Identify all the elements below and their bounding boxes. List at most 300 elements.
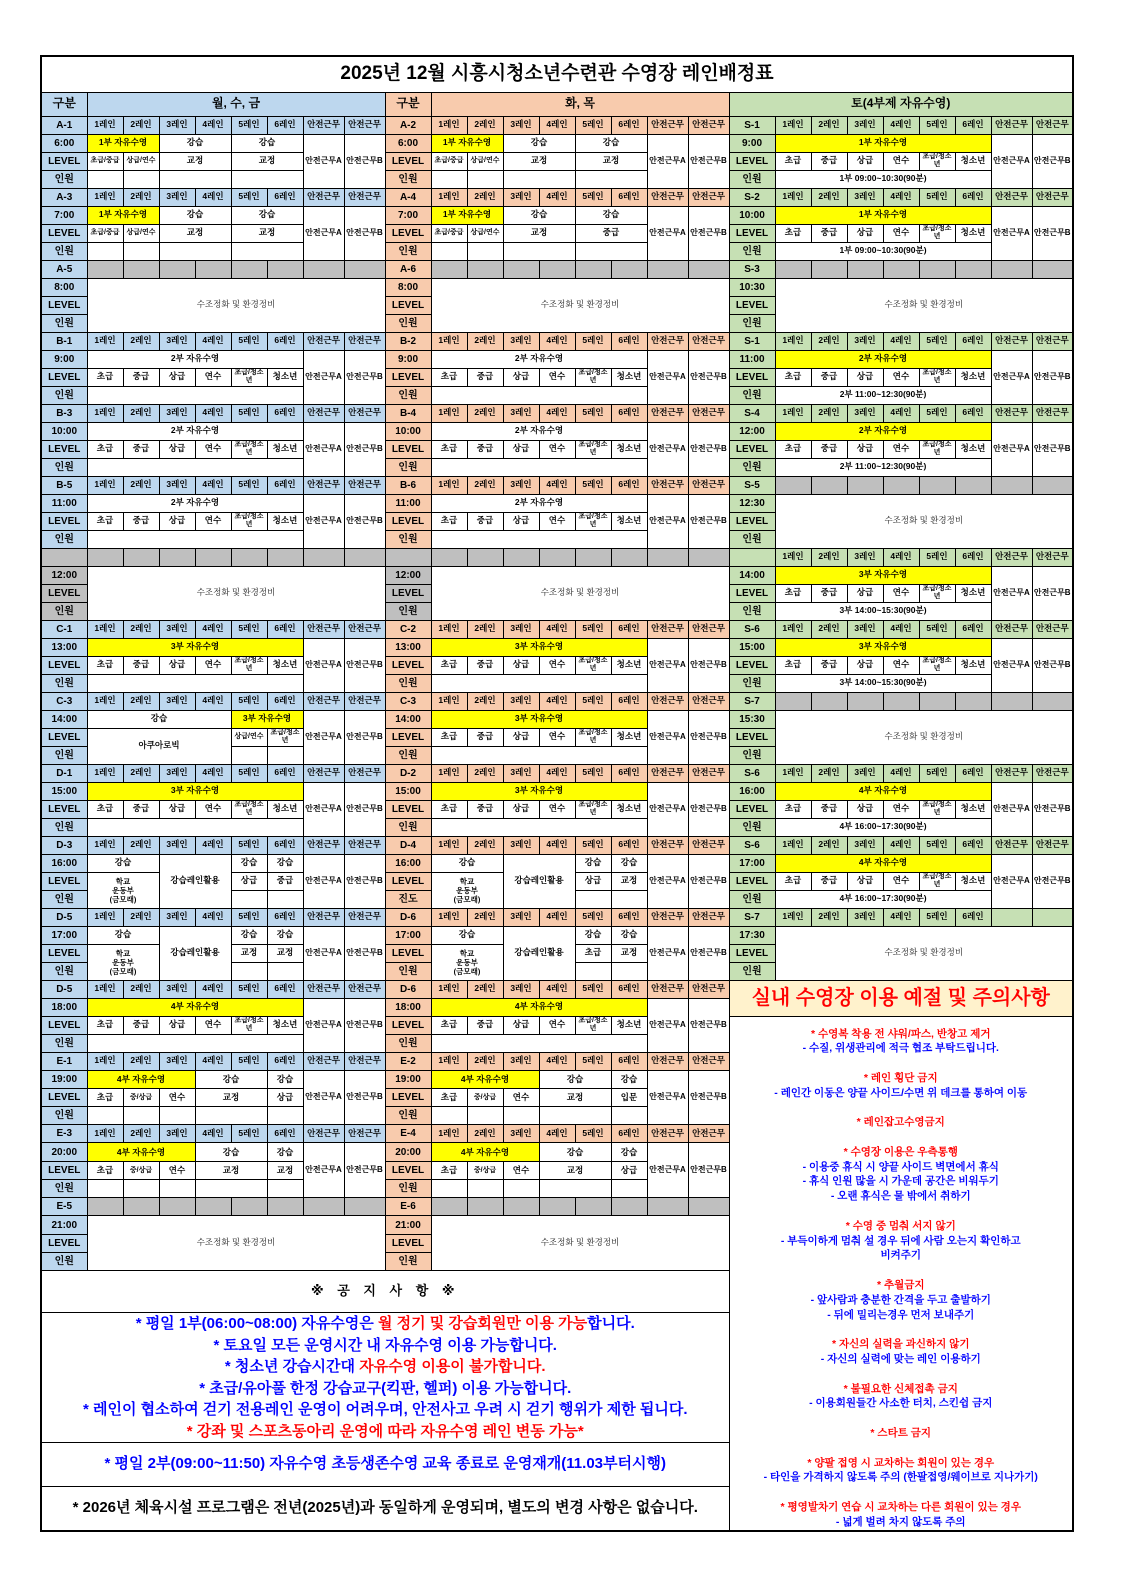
block-id: D-3	[41, 836, 87, 854]
row-label: 17:00	[729, 854, 775, 872]
schedule-cell	[87, 242, 123, 260]
row-label: 19:00	[41, 1070, 87, 1089]
row-label: LEVEL	[729, 728, 775, 746]
lane-header: 5레인	[919, 836, 955, 854]
lane-header: 안전근무	[647, 980, 688, 998]
row-label: 인원	[385, 1034, 431, 1052]
lane-header: 6레인	[955, 116, 991, 134]
lane-header: 안전근무	[303, 1052, 344, 1070]
lane-assignment-sheet	[40, 55, 1074, 1532]
lane-header: 1레인	[775, 908, 811, 926]
schedule-cell	[123, 260, 159, 278]
schedule-cell	[159, 1180, 195, 1198]
notice-text-segment: * 평일 2부(09:00~11:50) 자유수영 초등생존수영 교육 종료로 운영재개(11.03부터시행)	[104, 1455, 666, 1473]
row-label: 인원	[385, 530, 431, 548]
lane-header: 안전근무	[344, 404, 385, 422]
schedule-cell: 초급/청소년	[575, 800, 611, 818]
schedule-cell: 초급/청소년	[919, 800, 955, 818]
row-label: 17:30	[729, 926, 775, 944]
schedule-cell: 초급/청소년	[575, 728, 611, 746]
lane-header: 안전근무	[991, 764, 1032, 782]
row-label: 인원	[41, 1253, 87, 1271]
lane-header: 6레인	[611, 692, 647, 710]
lane-header: 5레인	[919, 332, 955, 350]
schedule-cell	[811, 692, 847, 710]
schedule-cell: 연수	[883, 368, 919, 386]
session-time-note: 3부 14:00~15:30(90분)	[775, 674, 991, 692]
lane-header: 3레인	[847, 188, 883, 206]
safety-duty-cell: 안전근무A	[647, 854, 688, 908]
row-label: 12:00	[385, 566, 431, 584]
lane-header: 안전근무	[991, 548, 1032, 566]
schedule-cell: 상급	[159, 368, 195, 386]
schedule-cell: 상급	[159, 440, 195, 458]
block-id: A-2	[385, 116, 431, 134]
schedule-cell: 중급	[467, 512, 503, 530]
lane-header: 안전근무	[647, 908, 688, 926]
row-label: 16:00	[41, 854, 87, 872]
lane-header: 4레인	[195, 404, 231, 422]
schedule-cell: 초급/청소년	[575, 440, 611, 458]
safety-duty-cell: 안전근무B	[344, 998, 385, 1052]
schedule-cell: 교정	[539, 1162, 611, 1180]
schedule-cell: 상급	[159, 512, 195, 530]
lane-header: 2레인	[123, 1052, 159, 1070]
row-label: LEVEL	[41, 224, 87, 242]
cleaning-cell: 수조정화 및 환경정비	[775, 926, 1073, 980]
schedule-cell	[539, 548, 575, 566]
schedule-cell: 청소년	[267, 656, 303, 674]
lane-header: 1레인	[87, 620, 123, 638]
safety-duty-cell: 안전근무B	[344, 494, 385, 548]
schedule-cell: 초급/청소년	[919, 872, 955, 890]
schedule-cell	[991, 692, 1032, 710]
schedule-cell	[955, 260, 991, 278]
schedule-cell	[503, 1198, 539, 1216]
lane-header: 6레인	[267, 404, 303, 422]
lane-header: 3레인	[847, 404, 883, 422]
row-label: 인원	[41, 530, 87, 548]
schedule-cell	[503, 242, 575, 260]
schedule-cell: 초급	[775, 224, 811, 242]
schedule-cell	[231, 260, 267, 278]
block-id: E-4	[385, 1125, 431, 1143]
lane-header: 6레인	[955, 548, 991, 566]
lane-header: 5레인	[231, 188, 267, 206]
lane-header: 2레인	[811, 908, 847, 926]
schedule-cell: 교정	[611, 944, 647, 962]
group-saturday: 토(4부제 자유수영)	[729, 92, 1073, 116]
schedule-cell: 초급/청소년	[231, 440, 267, 458]
school-team-cell: 학교 운동부 (금모래)	[87, 944, 159, 980]
block-id: B-6	[385, 476, 431, 494]
schedule-cell	[431, 170, 467, 188]
row-label: LEVEL	[385, 296, 431, 314]
schedule-cell	[123, 1107, 159, 1125]
schedule-cell: 중급	[467, 368, 503, 386]
lane-header: 안전근무	[688, 404, 729, 422]
schedule-cell: 초급	[775, 584, 811, 602]
lane-header: 6레인	[611, 980, 647, 998]
schedule-cell: 초급	[87, 800, 123, 818]
schedule-cell	[431, 746, 647, 764]
block-id: B-5	[41, 476, 87, 494]
row-label: LEVEL	[729, 368, 775, 386]
schedule-cell: 초급/청소년	[267, 728, 303, 746]
schedule-cell: 강습	[431, 854, 503, 872]
schedule-cell: 초급	[775, 368, 811, 386]
lane-header: 안전근무	[344, 116, 385, 134]
lane-header: 3레인	[503, 476, 539, 494]
schedule-cell: 청소년	[267, 368, 303, 386]
schedule-cell	[431, 674, 647, 692]
notice-text-segment: * 자신의 실력을 과신하지 않기	[832, 1338, 970, 1351]
schedule-cell: 상급	[231, 872, 267, 890]
notice-text-segment: - 부득이하게 멈춰 설 경우 뒤에 사람 오는지 확인하고	[780, 1234, 1021, 1247]
schedule-cell	[231, 890, 267, 908]
lane-header: 5레인	[919, 620, 955, 638]
schedule-cell: 초급/청소년	[919, 656, 955, 674]
schedule-cell: 1부 자유수영	[87, 206, 159, 224]
schedule-cell: 3부 자유수영	[431, 710, 647, 728]
lane-header: 6레인	[611, 404, 647, 422]
schedule-cell: 입문	[611, 1089, 647, 1107]
lane-header: 6레인	[267, 1052, 303, 1070]
schedule-cell: 강습	[195, 1070, 267, 1089]
lane-header: 4레인	[883, 908, 919, 926]
schedule-cell	[575, 260, 611, 278]
schedule-cell	[195, 1180, 267, 1198]
schedule-cell: 초급	[775, 656, 811, 674]
row-label: LEVEL	[385, 224, 431, 242]
lane-header: 2레인	[467, 404, 503, 422]
day-group-header: 구분	[41, 92, 87, 116]
lane-header: 6레인	[611, 1052, 647, 1070]
schedule-cell: 초급	[87, 1162, 123, 1180]
schedule-cell: 중급	[811, 440, 847, 458]
lane-header: 4레인	[539, 332, 575, 350]
schedule-cell	[611, 1198, 647, 1216]
lane-header: 3레인	[159, 764, 195, 782]
schedule-cell	[647, 1198, 688, 1216]
lane-header: 4레인	[539, 692, 575, 710]
cleaning-cell: 수조정화 및 환경정비	[87, 278, 385, 332]
schedule-cell: 연수	[159, 1162, 195, 1180]
lane-header: 1레인	[775, 548, 811, 566]
lane-header: 3레인	[159, 692, 195, 710]
schedule-cell	[159, 170, 231, 188]
cleaning-cell: 수조정화 및 환경정비	[431, 278, 729, 332]
lane-header: 5레인	[919, 764, 955, 782]
schedule-cell	[467, 260, 503, 278]
schedule-cell	[123, 170, 159, 188]
safety-duty-cell: 안전근무B	[688, 638, 729, 692]
schedule-cell	[647, 548, 688, 566]
schedule-cell: 초급	[87, 1016, 123, 1034]
row-label: LEVEL	[41, 584, 87, 602]
lane-header: 6레인	[611, 476, 647, 494]
lane-header: 6레인	[611, 116, 647, 134]
lane-header: 2레인	[467, 836, 503, 854]
row-label: 8:00	[41, 278, 87, 296]
lane-header: 3레인	[847, 332, 883, 350]
safety-duty-cell: 안전근무A	[991, 854, 1032, 908]
schedule-cell: 교정	[159, 152, 231, 170]
schedule-cell: 중급	[811, 152, 847, 170]
safety-duty-cell: 안전근무A	[303, 422, 344, 476]
cleaning-cell: 수조정화 및 환경정비	[775, 710, 1073, 764]
row-label: LEVEL	[729, 800, 775, 818]
row-label: 인원	[729, 674, 775, 692]
lane-header: 안전근무	[647, 116, 688, 134]
lane-header: 3레인	[159, 1125, 195, 1143]
lane-header: 6레인	[955, 908, 991, 926]
schedule-cell	[919, 260, 955, 278]
lane-header: 5레인	[575, 908, 611, 926]
safety-duty-cell: 안전근무A	[303, 1143, 344, 1198]
lane-header: 5레인	[231, 692, 267, 710]
school-team-cell: 학교 운동부 (금모래)	[87, 872, 159, 908]
block-id: A-5	[41, 260, 87, 278]
schedule-cell	[303, 548, 344, 566]
schedule-cell: 중급	[267, 872, 303, 890]
lane-header: 5레인	[231, 764, 267, 782]
schedule-cell: 중급	[467, 800, 503, 818]
row-label: 인원	[385, 242, 431, 260]
schedule-cell: 초급/청소년	[231, 512, 267, 530]
safety-duty-cell: 안전근무B	[344, 422, 385, 476]
notice-text-segment: * 불필요한 신체접촉 금지	[843, 1382, 958, 1395]
lane-header: 3레인	[503, 908, 539, 926]
notice-text-segment: - 뒤에 밀리는경우 먼저 보내주기	[827, 1308, 975, 1321]
lane-header: 1레인	[87, 188, 123, 206]
schedule-cell: 초급/중급	[431, 224, 467, 242]
lane-header: 2레인	[467, 908, 503, 926]
schedule-cell: 초급	[431, 1162, 467, 1180]
schedule-cell: 4부 자유수영	[775, 854, 991, 872]
safety-duty-cell: 안전근무B	[344, 710, 385, 764]
safety-duty-cell: 안전근무B	[688, 1070, 729, 1125]
schedule-cell: 3부 자유수영	[87, 782, 303, 800]
schedule-cell: 초급	[775, 872, 811, 890]
row-label: 인원	[729, 962, 775, 980]
schedule-cell: 초급	[87, 440, 123, 458]
schedule-cell: 교정	[195, 1162, 267, 1180]
schedule-cell	[575, 548, 611, 566]
lane-header: 3레인	[503, 836, 539, 854]
row-label: LEVEL	[385, 800, 431, 818]
lane-header: 2레인	[467, 692, 503, 710]
lane-header: 2레인	[123, 188, 159, 206]
schedule-cell: 1부 자유수영	[775, 206, 991, 224]
safety-duty-cell: 안전근무A	[647, 422, 688, 476]
row-label: 인원	[729, 818, 775, 836]
safety-duty-cell: 안전근무A	[991, 782, 1032, 836]
schedule-cell: 초급/중급	[431, 152, 467, 170]
schedule-cell: 상급	[611, 1162, 647, 1180]
schedule-cell	[123, 1198, 159, 1216]
schedule-cell: 중급	[467, 728, 503, 746]
schedule-cell: 초급/청소년	[919, 224, 955, 242]
lane-header: 2레인	[811, 764, 847, 782]
notice-text-segment: - 레인간 이동은 양끝 사이드/수면 위 데크를 통하여 이동	[774, 1086, 1028, 1099]
schedule-cell	[195, 260, 231, 278]
schedule-cell	[811, 260, 847, 278]
notice-text-segment: 합니다.	[587, 1315, 635, 1333]
lane-header: 4레인	[195, 980, 231, 998]
row-label: 15:00	[385, 782, 431, 800]
lane-header: 안전근무	[303, 116, 344, 134]
row-label: 10:00	[385, 422, 431, 440]
schedule-cell: 3부 자유수영	[775, 566, 991, 584]
schedule-cell	[775, 476, 811, 494]
schedule-cell: 연수	[883, 152, 919, 170]
notice-text-segment: 월 정기 및 강습회원만 이용 가능	[377, 1315, 588, 1333]
lane-header: 안전근무	[991, 116, 1032, 134]
schedule-cell: 강습	[87, 926, 159, 944]
schedule-cell	[159, 1107, 195, 1125]
lane-header: 5레인	[575, 116, 611, 134]
schedule-cell: 청소년	[955, 656, 991, 674]
row-label: LEVEL	[385, 152, 431, 170]
schedule-cell	[267, 1198, 303, 1216]
schedule-cell: 상급/연수	[467, 152, 503, 170]
lane-header: 4레인	[883, 764, 919, 782]
safety-duty-cell: 안전근무A	[991, 350, 1032, 404]
row-label: 인원	[729, 890, 775, 908]
schedule-cell: 청소년	[267, 512, 303, 530]
safety-duty-cell: 안전근무B	[688, 926, 729, 980]
safety-duty-cell: 안전근무B	[1032, 782, 1073, 836]
schedule-cell: 교정	[539, 1089, 611, 1107]
notice-text-segment: * 레인 횡단 금지	[863, 1071, 938, 1084]
lane-header: 1레인	[87, 332, 123, 350]
lane-header: 2레인	[123, 1125, 159, 1143]
schedule-cell: 중/상급	[123, 1162, 159, 1180]
lane-header: 5레인	[231, 908, 267, 926]
lane-header: 4레인	[195, 476, 231, 494]
block-id: D-1	[41, 764, 87, 782]
safety-duty-cell: 안전근무B	[688, 134, 729, 188]
row-label: 8:00	[385, 278, 431, 296]
schedule-cell: 연수	[503, 1089, 539, 1107]
lane-header: 5레인	[575, 764, 611, 782]
schedule-cell: 교정	[231, 152, 303, 170]
lane-header: 안전근무	[303, 188, 344, 206]
schedule-cell: 상급/연수	[123, 152, 159, 170]
schedule-cell: 연수	[539, 656, 575, 674]
schedule-cell: 상급	[503, 800, 539, 818]
block-id: S-1	[729, 116, 775, 134]
row-label: 인원	[385, 1253, 431, 1271]
lane-header: 2레인	[123, 764, 159, 782]
schedule-cell: 강습	[611, 1143, 647, 1162]
schedule-cell	[688, 1198, 729, 1216]
lane-header: 3레인	[159, 188, 195, 206]
lane-header: 3레인	[503, 1125, 539, 1143]
page-title: 2025년 12월 시흥시청소년수련관 수영장 레인배정표	[41, 56, 1073, 92]
row-label: 인원	[729, 602, 775, 620]
schedule-cell: 강습	[611, 1070, 647, 1089]
safety-duty-cell: 안전근무B	[688, 854, 729, 908]
lane-header: 안전근무	[688, 188, 729, 206]
schedule-cell: 2부 자유수영	[87, 494, 303, 512]
schedule-cell	[919, 476, 955, 494]
schedule-cell	[883, 260, 919, 278]
row-label: 인원	[729, 242, 775, 260]
notice-text-segment: - 오랜 휴식은 물 밖에서 취하기	[830, 1190, 971, 1203]
block-id: S-6	[729, 836, 775, 854]
schedule-cell	[87, 530, 303, 548]
schedule-cell	[467, 1180, 503, 1198]
lane-header: 1레인	[775, 620, 811, 638]
lane-header: 3레인	[847, 764, 883, 782]
block-id: D-2	[385, 764, 431, 782]
lane-header: 1레인	[431, 836, 467, 854]
row-label: 인원	[385, 458, 431, 476]
schedule-cell: 상급	[503, 512, 539, 530]
notice-board-title: ※ 공 지 사 항 ※	[41, 1271, 729, 1313]
lane-header: 5레인	[575, 692, 611, 710]
schedule-cell: 교정	[231, 944, 267, 962]
lane-header: 5레인	[575, 1125, 611, 1143]
notice-text-segment: 비켜주기	[880, 1249, 922, 1262]
row-label: 9:00	[41, 350, 87, 368]
schedule-cell	[195, 548, 231, 566]
row-label: 9:00	[385, 350, 431, 368]
schedule-cell: 청소년	[955, 152, 991, 170]
schedule-cell	[688, 548, 729, 566]
schedule-cell: 초급	[87, 656, 123, 674]
safety-duty-cell: 안전근무A	[991, 422, 1032, 476]
schedule-cell: 청소년	[955, 872, 991, 890]
row-label: 인원	[41, 1180, 87, 1198]
schedule-cell	[539, 1198, 575, 1216]
block-id: C-3	[385, 692, 431, 710]
schedule-cell: 중급	[123, 440, 159, 458]
safety-duty-cell: 안전근무A	[303, 350, 344, 404]
lane-header: 6레인	[955, 404, 991, 422]
lane-header: 1레인	[87, 404, 123, 422]
lane-header: 4레인	[539, 116, 575, 134]
lane-header: 3레인	[159, 836, 195, 854]
lane-header: 3레인	[503, 980, 539, 998]
lane-header: 4레인	[539, 980, 575, 998]
schedule-cell: 상급	[847, 152, 883, 170]
lane-header: 3레인	[159, 404, 195, 422]
lane-header: 안전근무	[688, 476, 729, 494]
block-id: C-2	[385, 620, 431, 638]
lane-header: 2레인	[467, 188, 503, 206]
row-label: LEVEL	[729, 224, 775, 242]
schedule-cell: 교정	[503, 152, 575, 170]
lane-header: 2레인	[123, 332, 159, 350]
schedule-cell: 중급	[123, 800, 159, 818]
schedule-cell: 강습	[539, 1070, 611, 1089]
schedule-cell: 강습	[575, 206, 647, 224]
lane-header: 1레인	[431, 1125, 467, 1143]
safety-duty-cell: 안전근무A	[647, 1070, 688, 1125]
schedule-cell: 2부 자유수영	[775, 350, 991, 368]
notice-text-segment: * 평일 1부(06:00~08:00) 자유수영은	[135, 1315, 378, 1333]
schedule-cell: 강습	[431, 926, 503, 944]
lane-header: 4레인	[883, 116, 919, 134]
row-label: LEVEL	[385, 440, 431, 458]
lane-header: 4레인	[195, 1125, 231, 1143]
lane-header: 4레인	[195, 764, 231, 782]
session-time-note: 1부 09:00~10:30(90분)	[775, 242, 991, 260]
schedule-cell	[775, 692, 811, 710]
